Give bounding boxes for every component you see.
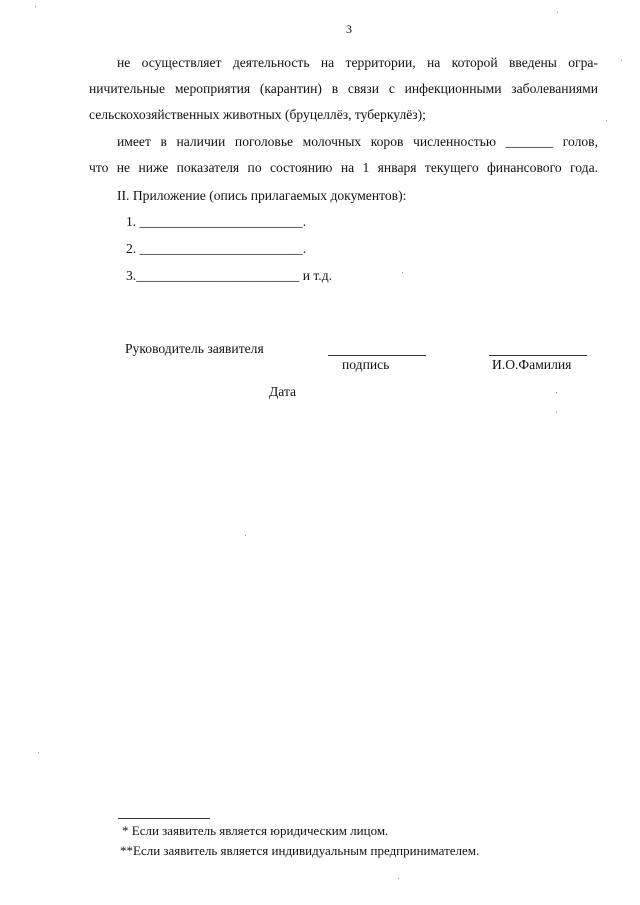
scan-speck <box>38 752 39 753</box>
body-line-2: ничительные мероприятия (карантин) в связи с инфекционными заболеваниями <box>89 81 598 96</box>
footnote-2: **Если заявитель является индивидуальным предпринимателем. <box>120 843 480 858</box>
footnote-1: * Если заявитель является юридическим лицом. <box>122 823 389 838</box>
attachment-item-3: 3.________________________ и т.д. <box>126 268 333 283</box>
footnote-separator <box>118 818 210 819</box>
scan-speck <box>398 878 399 879</box>
attachment-item-2: 2. ________________________. <box>126 241 307 256</box>
signature-caption: подпись <box>342 357 390 372</box>
body-line-5: что не ниже показателя по состоянию на 1 января текущего финансового года. <box>89 160 598 175</box>
signature-line <box>328 355 426 356</box>
page-number: 3 <box>346 22 352 36</box>
scan-speck <box>402 272 403 273</box>
scan-speck <box>556 412 557 413</box>
body-line-1: не осуществляет деятельность на территории, на которой введены огра- <box>117 55 598 70</box>
scan-speck <box>556 392 557 393</box>
body-line-4: имеет в наличии поголовье молочных коров численностью _______ голов, <box>117 134 598 149</box>
head-of-applicant-label: Руководитель заявителя <box>125 341 264 356</box>
attachments-heading: II. Приложение (опись прилагаемых документов): <box>117 188 407 203</box>
body-line-3: сельскохозяйственных животных (бруцеллёз, туберкулёз); <box>89 107 426 122</box>
scan-speck <box>245 535 246 536</box>
attachment-item-1: 1. ________________________. <box>126 214 307 229</box>
date-label: Дата <box>269 384 297 399</box>
scan-speck <box>557 12 558 13</box>
name-caption: И.О.Фамилия <box>492 357 572 372</box>
name-line <box>489 355 587 356</box>
scan-speck <box>621 60 622 61</box>
scan-speck <box>606 120 607 121</box>
scan-speck <box>35 6 36 7</box>
